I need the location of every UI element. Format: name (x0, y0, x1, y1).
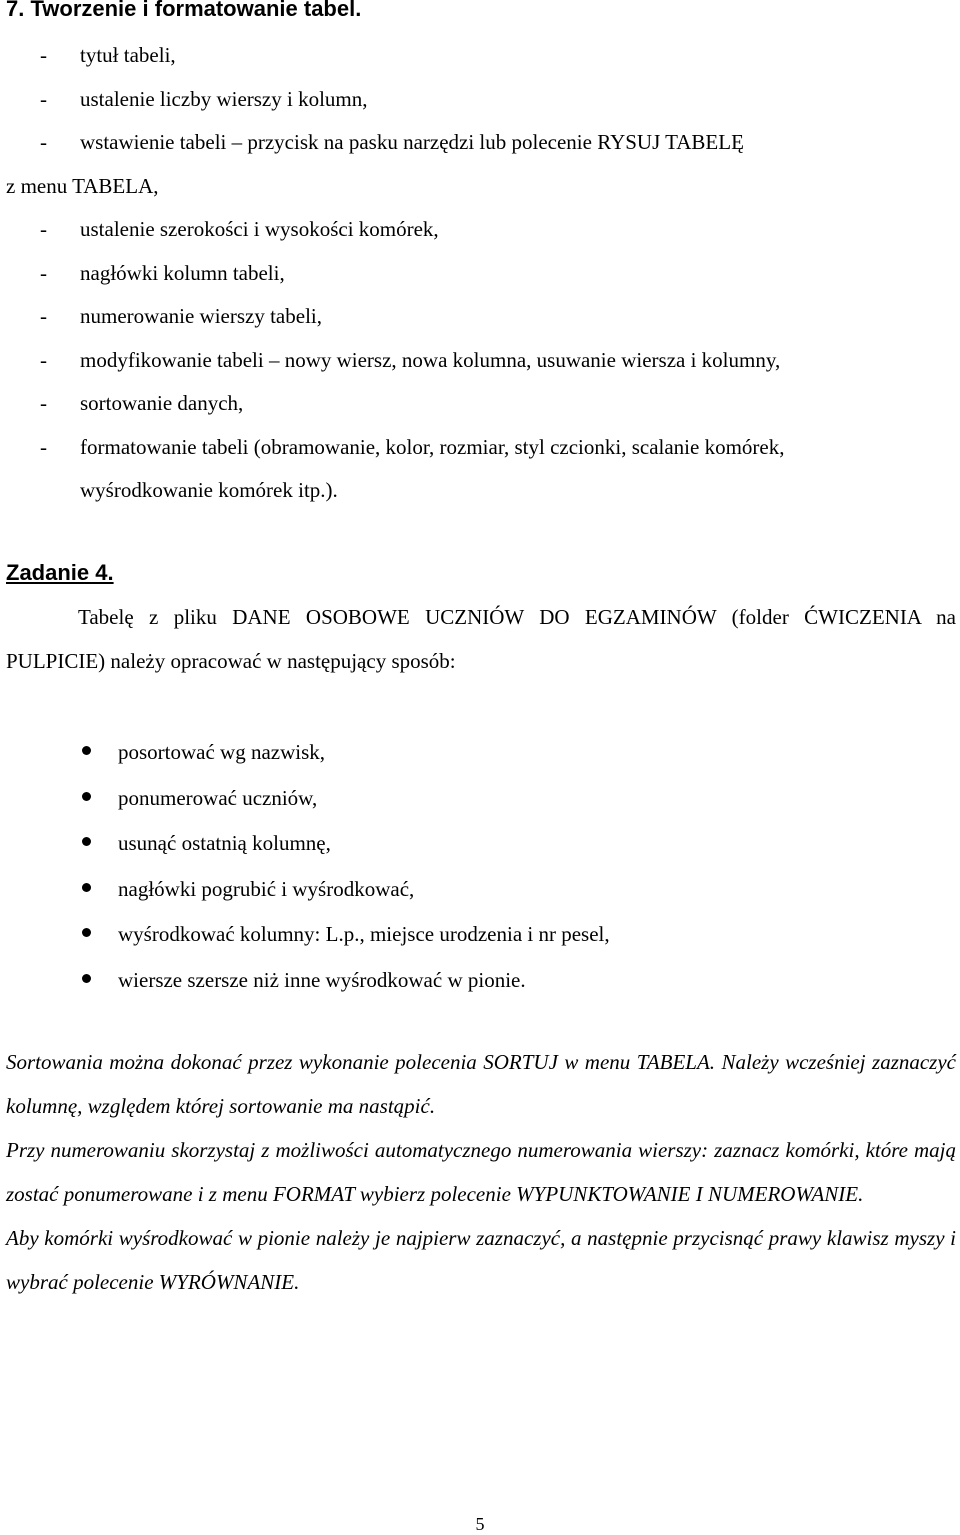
note-sorting: Sortowania można dokonać przez wykonanie polecenia SORTUJ w menu TABELA. Należy wcześniej zaznaczyć kolumnę, względem której sortowanie ma nastąpić. (6, 1050, 956, 1118)
bullet-item (0, 867, 960, 913)
bullet-icon (82, 974, 91, 983)
bullet-icon (82, 883, 91, 892)
dash-marker: - (40, 304, 47, 328)
task-bullet-list (0, 730, 960, 1003)
dash-marker: - (40, 434, 47, 459)
step-text-continuation: z menu TABELA, (6, 173, 159, 198)
instructions-notes (6, 1040, 956, 1304)
step-text: wstawienie tabeli – przycisk na pasku narzędzi lub polecenie RYSUJ TABELĘ (80, 130, 744, 154)
step-text: formatowanie tabeli (obramowanie, kolor, rozmiar, styl czcionki, scalanie komórek, (80, 434, 785, 459)
bullet-item (0, 912, 960, 958)
page-number: 5 (475, 1514, 485, 1534)
step-item (0, 208, 960, 252)
step-text: ustalenie liczby wierszy i kolumn, (80, 86, 368, 111)
step-text: tytuł tabeli, (80, 43, 176, 67)
dash-marker: - (40, 260, 47, 285)
step-text-continuation: wyśrodkowanie komórek itp.). (80, 478, 338, 502)
dash-marker: - (40, 130, 47, 154)
step-text: sortowanie danych, (80, 391, 244, 415)
step-item (0, 295, 960, 339)
task-heading: Zadanie 4. (6, 560, 114, 585)
note-numbering: Przy numerowaniu skorzystaj z możliwości automatycznego numerowania wierszy: zaznacz komórki, które mają zostać ponumerowane i z menu FORMAT wybierz polecenie WYPUNKTOWANIE I NUMEROWANIE. (6, 1138, 956, 1206)
bullet-icon (82, 928, 91, 937)
step-item (0, 426, 960, 513)
dash-marker: - (40, 43, 47, 67)
note-vertical-align: Aby komórki wyśrodkować w pionie należy je najpierw zaznaczyć, a następnie przycisnąć prawy klawisz myszy i wybrać polecenie WYRÓWNANIE. (6, 1226, 956, 1294)
step-text: ustalenie szerokości i wysokości komórek, (80, 217, 439, 241)
dash-marker: - (40, 391, 47, 415)
bullet-text: posortować wg nazwisk, (118, 740, 326, 764)
bullet-icon (82, 746, 91, 755)
step-item (0, 339, 960, 383)
dash-marker: - (40, 217, 47, 241)
step-item (0, 382, 960, 426)
bullet-text: nagłówki pogrubić i wyśrodkować, (118, 876, 415, 901)
step-item (0, 34, 960, 78)
bullet-item (0, 958, 960, 1004)
step-item (0, 121, 960, 208)
section-title: 7. Tworzenie i formatowanie tabel. (6, 0, 362, 21)
task-intro: Tabelę z pliku DANE OSOBOWE UCZNIÓW DO EGZAMINÓW (folder ĆWICZENIA na PULPICIE) należy opracować w następujący sposób: (6, 605, 956, 673)
bullet-icon (82, 792, 91, 801)
dash-marker: - (40, 86, 47, 111)
bullet-icon (82, 837, 91, 846)
bullet-item (0, 776, 960, 822)
bullet-text: usunąć ostatnią kolumnę, (118, 831, 331, 855)
bullet-text: wiersze szersze niż inne wyśrodkować w pionie. (118, 967, 526, 992)
step-item (0, 78, 960, 122)
bullet-text: ponumerować uczniów, (118, 785, 318, 810)
dash-marker: - (40, 347, 47, 372)
step-text: numerowanie wierszy tabeli, (80, 304, 322, 328)
steps-list (0, 34, 960, 513)
bullet-item (0, 730, 960, 776)
step-text: nagłówki kolumn tabeli, (80, 260, 285, 285)
bullet-text: wyśrodkować kolumny: L.p., miejsce urodzenia i nr pesel, (118, 922, 610, 946)
step-text: modyfikowanie tabeli – nowy wiersz, nowa kolumna, usuwanie wiersza i kolumny, (80, 347, 781, 372)
step-item (0, 252, 960, 296)
bullet-item (0, 821, 960, 867)
